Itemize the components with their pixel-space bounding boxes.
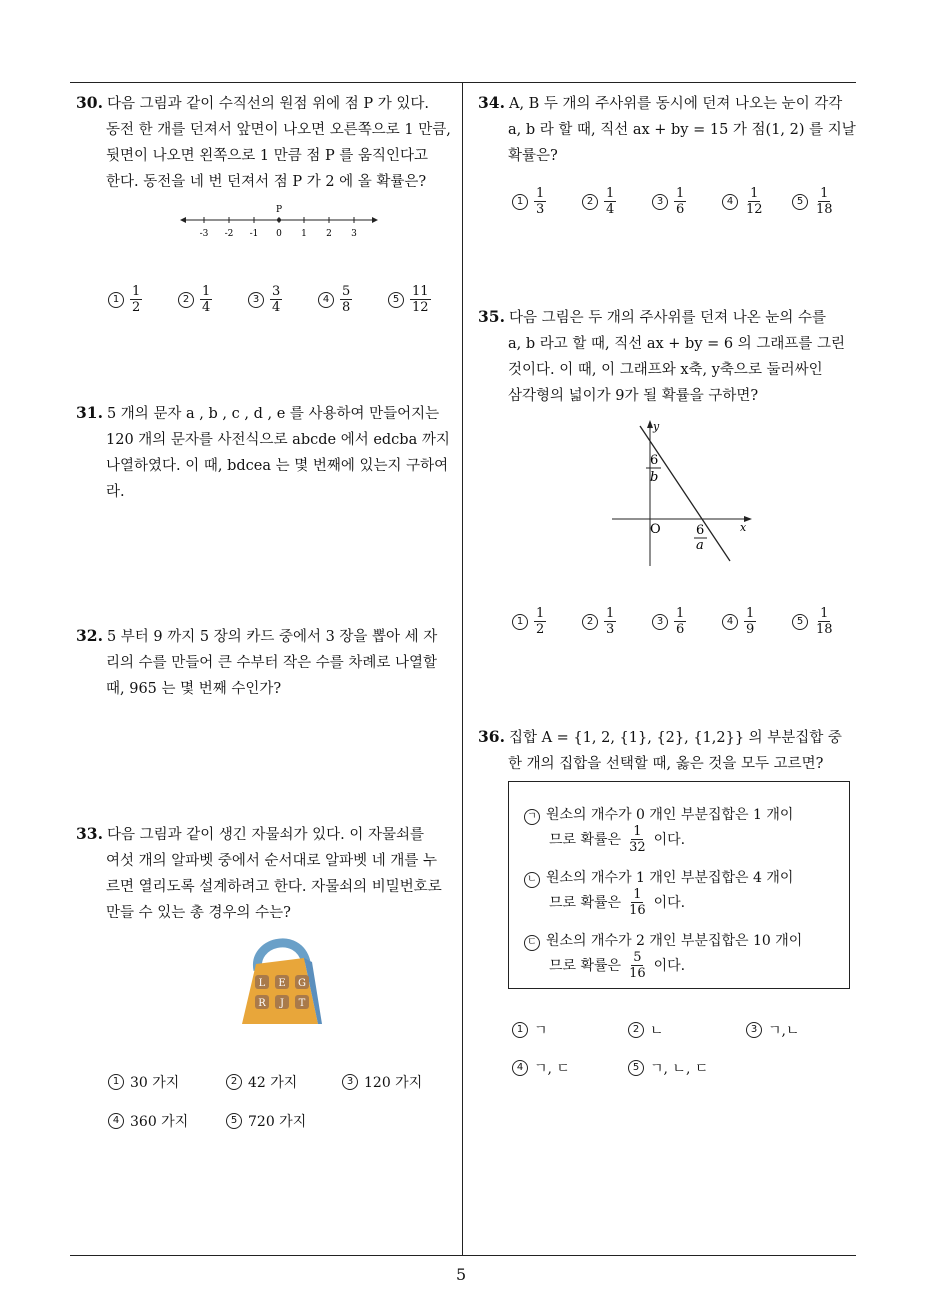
choice-1[interactable] [108, 284, 142, 315]
fraction [130, 284, 142, 315]
denominator: 4 [202, 300, 211, 315]
fraction [674, 186, 686, 217]
choice-2[interactable] [178, 284, 212, 315]
choice-marker: 4 [512, 1060, 528, 1076]
choice-text: 30 가지 [130, 1075, 180, 1091]
choice-marker: 2 [178, 292, 194, 308]
lock-key-letter: J [279, 998, 285, 1009]
q32-line: 때, 965 는 몇 번째 수인가? [106, 681, 282, 697]
fraction [340, 284, 352, 315]
numerator: 1 [676, 186, 685, 201]
fraction [744, 606, 756, 637]
fraction [270, 284, 282, 315]
choice-3[interactable] [746, 1020, 800, 1040]
denominator: 8 [342, 300, 351, 315]
question-number: 36. [478, 727, 505, 746]
fraction [814, 186, 835, 217]
x-intercept-denominator: a [696, 538, 704, 553]
fraction [744, 186, 765, 217]
q36-line: 36. 집합 A = {1, 2, {1}, {2}, {1,2}} 의 부분집합 중 [478, 727, 842, 746]
choice-marker: 1 [108, 292, 124, 308]
choice-5[interactable] [388, 284, 431, 315]
choice-3[interactable] [652, 186, 686, 217]
statement-text: 이다. [653, 957, 686, 974]
choice-marker: 5 [792, 614, 808, 630]
denominator: 2 [132, 300, 141, 315]
numerator: 1 [746, 606, 755, 621]
fraction [410, 284, 431, 315]
tick-label: -3 [199, 229, 209, 239]
question-number: 32. [76, 626, 103, 645]
numerator: 1 [750, 186, 759, 201]
statement-line [549, 824, 685, 855]
numerator: 1 [820, 606, 829, 621]
statement-text: 원소의 개수가 1 개인 부분집합은 4 개이 [546, 870, 794, 886]
y-intercept-numerator: 6 [650, 453, 659, 468]
lock-key-letter: R [258, 998, 266, 1009]
choice-4[interactable] [722, 186, 765, 217]
fraction [627, 824, 648, 855]
numerator: 1 [606, 606, 615, 621]
numerator: 1 [536, 606, 545, 621]
column-divider [462, 82, 463, 1255]
q33-line: 여섯 개의 알파벳 중에서 순서대로 알파벳 네 개를 누 [106, 853, 438, 869]
choice-marker: 4 [722, 194, 738, 210]
statement-line [549, 950, 685, 981]
y-axis-label: y [653, 420, 660, 433]
tick-label: -2 [224, 229, 234, 239]
choice-2[interactable] [582, 186, 616, 217]
line-graph-figure [610, 418, 760, 568]
question-33 [76, 821, 460, 926]
choice-text: ㄱ [534, 1023, 548, 1039]
choice-marker: ㄴ [524, 872, 540, 888]
question-32 [76, 623, 460, 702]
choice-1[interactable] [512, 186, 546, 217]
choice-4[interactable] [722, 606, 756, 637]
statement-text: 므로 확률은 [549, 831, 622, 848]
choice-marker: 3 [652, 614, 668, 630]
choice-3[interactable] [652, 606, 686, 637]
statement-text: 이다. [653, 894, 686, 911]
tick-label: 3 [351, 229, 357, 239]
numerator: 1 [633, 824, 642, 839]
denominator: 3 [606, 622, 615, 637]
denominator: 32 [629, 840, 646, 855]
lock-key-letter: G [298, 978, 306, 989]
choice-2[interactable] [628, 1020, 664, 1040]
question-30 [76, 90, 460, 195]
fraction [814, 606, 835, 637]
numerator: 11 [412, 284, 429, 299]
choice-marker: 3 [342, 1074, 358, 1090]
statement-text: 원소의 개수가 0 개인 부분집합은 1 개이 [546, 807, 794, 823]
lock-key-letter: E [278, 978, 286, 989]
choice-marker: 5 [628, 1060, 644, 1076]
numerator: 1 [536, 186, 545, 201]
numerator: 1 [820, 186, 829, 201]
choice-marker: 2 [226, 1074, 242, 1090]
choice-marker: 1 [108, 1074, 124, 1090]
question-35 [478, 304, 862, 409]
q31-line: 31. 5 개의 문자 a , b , c , d , e 를 사용하여 만들어지는 [76, 403, 440, 422]
q34-line: a, b 라 할 때, 직선 ax + by = 15 가 점(1, 2) 를 지날 [508, 122, 856, 138]
question-number: 30. [76, 93, 103, 112]
numerator: 5 [342, 284, 351, 299]
statement-text: 므로 확률은 [549, 957, 622, 974]
choice-marker: 5 [388, 292, 404, 308]
choice-text: 360 가지 [130, 1114, 189, 1130]
choice-marker: ㄱ [524, 809, 540, 825]
question-number: 31. [76, 403, 103, 422]
q35-line: 것이다. 이 때, 이 그래프와 x축, y축으로 둘러싸인 [508, 362, 823, 378]
q36-line: 한 개의 집합을 선택할 때, 옳은 것을 모두 고르면? [508, 756, 824, 772]
choice-4[interactable] [512, 1058, 570, 1078]
origin-label: O [650, 522, 661, 537]
bottom-rule [70, 1255, 856, 1256]
lock-key-letter: T [298, 998, 306, 1009]
q35-line: 35. 다음 그림은 두 개의 주사위를 던져 나온 눈의 수를 [478, 307, 826, 326]
numerator: 1 [676, 606, 685, 621]
q30-line: 동전 한 개를 던져서 앞면이 나오면 오른쪽으로 1 만큼, [106, 122, 451, 138]
fraction [627, 887, 648, 918]
tick-label: 0 [276, 229, 282, 239]
question-31 [76, 400, 460, 505]
choice-text: ㄱ, ㄴ, ㄷ [650, 1061, 709, 1077]
statement-text: 므로 확률은 [549, 894, 622, 911]
q35-line: a, b 라고 할 때, 직선 ax + by = 6 의 그래프를 그린 [508, 336, 845, 352]
tick-label: 2 [326, 229, 332, 239]
choice-5[interactable] [628, 1058, 708, 1078]
q31-line: 나열하였다. 이 때, bdcea 는 몇 번째에 있는지 구하여 [106, 458, 449, 474]
q31-line: 라. [106, 484, 125, 500]
fraction [200, 284, 212, 315]
page-number: 5 [456, 1265, 467, 1284]
fraction [604, 186, 616, 217]
choice-marker: 5 [792, 194, 808, 210]
denominator: 16 [629, 903, 646, 918]
choice-5[interactable] [792, 606, 835, 637]
denominator: 9 [746, 622, 755, 637]
tick-label: -1 [249, 229, 259, 239]
top-rule [70, 82, 856, 83]
choice-text: 120 가지 [364, 1075, 423, 1091]
q34-line: 확률은? [508, 148, 558, 164]
choice-3[interactable] [248, 284, 282, 315]
fraction [534, 606, 546, 637]
question-number: 35. [478, 307, 505, 326]
q33-line: 르면 열리도록 설계하려고 한다. 자물쇠의 비밀번호로 [106, 879, 442, 895]
choice-4[interactable] [108, 1111, 188, 1131]
q31-line: 120 개의 문자를 사전식으로 abcde 에서 edcba 까지 [106, 432, 450, 448]
choice-text: ㄱ, ㄷ [534, 1061, 570, 1077]
q33-line: 33. 다음 그림과 같이 생긴 자물쇠가 있다. 이 자물쇠를 [76, 824, 424, 843]
choice-marker: 3 [746, 1022, 762, 1038]
choice-marker: 2 [582, 614, 598, 630]
statement-text: 이다. [653, 831, 686, 848]
question-number: 34. [478, 93, 505, 112]
choice-2[interactable] [226, 1072, 297, 1092]
numerator: 5 [633, 950, 642, 965]
q30-line: 30. 다음 그림과 같이 수직선의 원점 위에 점 P 가 있다. [76, 93, 429, 112]
denominator: 6 [676, 622, 685, 637]
q32-line: 리의 수를 만들어 큰 수부터 작은 수를 차례로 나열할 [106, 655, 438, 671]
numerator: 1 [606, 186, 615, 201]
denominator: 6 [676, 202, 685, 217]
choice-1[interactable] [108, 1072, 179, 1092]
question-number: 33. [76, 824, 103, 843]
choice-marker: 5 [226, 1113, 242, 1129]
padlock-image [238, 932, 322, 1028]
tick-label: 1 [301, 229, 307, 239]
numerator: 3 [272, 284, 281, 299]
choice-3[interactable] [342, 1072, 422, 1092]
q34-line: 34. A, B 두 개의 주사위를 동시에 던져 나오는 눈이 각각 [478, 93, 843, 112]
fraction [604, 606, 616, 637]
denominator: 18 [816, 202, 833, 217]
denominator: 18 [816, 622, 833, 637]
choice-marker: 1 [512, 614, 528, 630]
choice-2[interactable] [582, 606, 616, 637]
choice-marker: 3 [248, 292, 264, 308]
denominator: 3 [536, 202, 545, 217]
choice-4[interactable] [318, 284, 352, 315]
number-line-figure [180, 200, 380, 242]
x-intercept-numerator: 6 [696, 523, 705, 538]
choice-marker: 4 [108, 1113, 124, 1129]
lock-key-letter: L [258, 978, 266, 989]
choice-marker: 3 [652, 194, 668, 210]
choice-5[interactable] [226, 1111, 306, 1131]
fraction [534, 186, 546, 217]
choice-text: 42 가지 [248, 1075, 298, 1091]
choice-marker: 1 [512, 194, 528, 210]
x-axis-label: x [740, 521, 747, 534]
choice-1[interactable] [512, 1020, 548, 1040]
choice-marker: 1 [512, 1022, 528, 1038]
denominator: 16 [629, 966, 646, 981]
numerator: 1 [202, 284, 211, 299]
q30-line: 한다. 동전을 네 번 던져서 점 P 가 2 에 올 확률은? [106, 174, 427, 190]
choice-marker: 4 [722, 614, 738, 630]
choice-text: ㄱ,ㄴ [768, 1023, 800, 1039]
denominator: 4 [272, 300, 281, 315]
denominator: 4 [606, 202, 615, 217]
q35-line: 삼각형의 넓이가 9가 될 확률을 구하면? [508, 388, 759, 404]
q33-line: 만들 수 있는 총 경우의 수는? [106, 905, 291, 921]
choice-text: ㄴ [650, 1023, 664, 1039]
choice-marker: 2 [628, 1022, 644, 1038]
denominator: 12 [746, 202, 763, 217]
denominator: 2 [536, 622, 545, 637]
fraction [627, 950, 648, 981]
y-intercept-denominator: b [650, 470, 659, 485]
question-34 [478, 90, 862, 169]
q30-line: 뒷면이 나오면 왼쪽으로 1 만큼 점 P 를 움직인다고 [106, 148, 428, 164]
statement-line [549, 887, 685, 918]
choice-marker: 4 [318, 292, 334, 308]
q32-line: 32. 5 부터 9 까지 5 장의 카드 중에서 3 장을 뽑아 세 자 [76, 626, 438, 645]
point-p-label: P [275, 205, 283, 215]
choice-5[interactable] [792, 186, 835, 217]
choice-marker: 2 [582, 194, 598, 210]
choice-marker: ㄷ [524, 935, 540, 951]
choice-1[interactable] [512, 606, 546, 637]
question-36 [478, 724, 862, 777]
choice-text: 720 가지 [248, 1114, 307, 1130]
statement-text: 원소의 개수가 2 개인 부분집합은 10 개이 [546, 933, 803, 949]
numerator: 1 [132, 284, 141, 299]
denominator: 12 [412, 300, 429, 315]
fraction [674, 606, 686, 637]
numerator: 1 [633, 887, 642, 902]
